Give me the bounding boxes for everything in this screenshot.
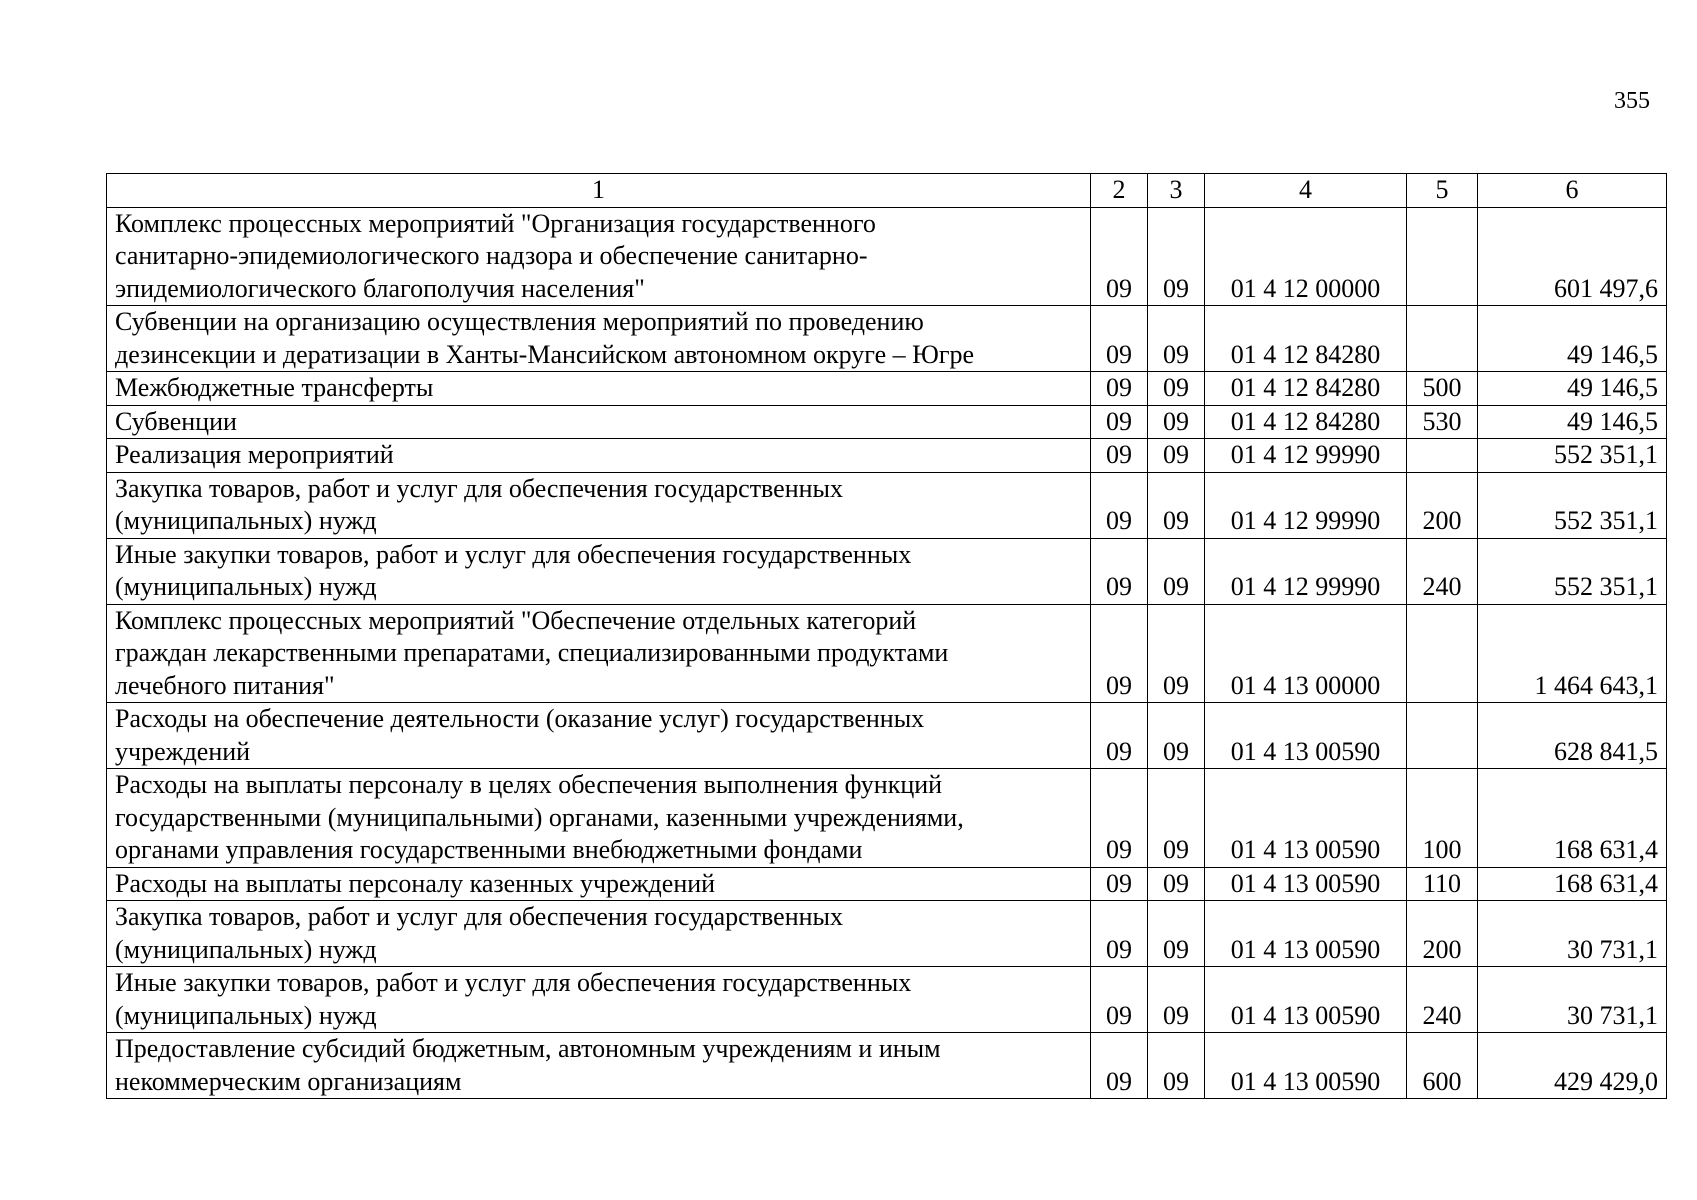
section-code-cell: 09 — [1091, 207, 1148, 306]
item-name-line: Реализация мероприятий — [115, 440, 394, 469]
header-cell: 4 — [1205, 174, 1407, 208]
expense-type-cell — [1407, 604, 1478, 703]
section-code-cell: 09 — [1091, 769, 1148, 868]
table-row — [107, 538, 1667, 604]
amount-cell: 168 631,4 — [1478, 867, 1667, 901]
item-name-line: органами управления государственными внебюджетными фондами — [115, 835, 863, 864]
section-code-cell: 09 — [1091, 967, 1148, 1033]
expense-type-cell: 500 — [1407, 372, 1478, 406]
item-name-cell — [107, 967, 1091, 1033]
budget-table-body — [107, 174, 1667, 1099]
subsection-code-cell: 09 — [1148, 538, 1205, 604]
item-name-cell — [107, 769, 1091, 868]
target-article-cell: 01 4 12 99990 — [1205, 472, 1407, 538]
item-name-line: лечебного питания" — [115, 670, 335, 700]
item-name-line: Иные закупки товаров, работ и услуг для обеспечения государственных — [115, 539, 912, 569]
item-name-line: Межбюджетные трансферты — [115, 373, 434, 402]
page-number: 355 — [1614, 88, 1650, 114]
section-code-cell: 09 — [1091, 538, 1148, 604]
amount-cell: 552 351,1 — [1478, 439, 1667, 473]
table-row — [107, 306, 1667, 372]
table-header-row — [107, 174, 1667, 208]
amount-cell: 49 146,5 — [1478, 405, 1667, 439]
target-article-cell: 01 4 12 00000 — [1205, 207, 1407, 306]
target-article-cell: 01 4 12 84280 — [1205, 405, 1407, 439]
item-name-line: Закупка товаров, работ и услуг для обеспечения государственных — [115, 473, 844, 503]
header-cell: 6 — [1478, 174, 1667, 208]
section-code-cell: 09 — [1091, 867, 1148, 901]
expense-type-cell: 100 — [1407, 769, 1478, 868]
subsection-code-cell: 09 — [1148, 769, 1205, 868]
budget-table — [106, 173, 1667, 1099]
item-name-line: (муниципальных) нужд — [115, 506, 377, 535]
expense-type-cell: 530 — [1407, 405, 1478, 439]
header-cell: 1 — [107, 174, 1091, 208]
table-row — [107, 405, 1667, 439]
expense-type-cell — [1407, 306, 1478, 372]
subsection-code-cell: 09 — [1148, 372, 1205, 406]
item-name-line: Предоставление субсидий бюджетным, автономным учреждениям и иным — [115, 1034, 941, 1063]
item-name-line: граждан лекарственными препаратами, специализированными продуктами — [115, 638, 949, 667]
target-article-cell: 01 4 12 84280 — [1205, 306, 1407, 372]
item-name-line: Закупка товаров, работ и услуг для обеспечения государственных — [115, 902, 844, 931]
expense-type-cell: 240 — [1407, 967, 1478, 1033]
item-name-line: (муниципальных) нужд — [115, 572, 377, 601]
item-name-line: санитарно-эпидемиологического надзора и обеспечение санитарно- — [115, 241, 868, 270]
amount-cell: 30 731,1 — [1478, 967, 1667, 1033]
item-name-line: Расходы на выплаты персоналу в целях обеспечения выполнения функций — [115, 770, 943, 799]
amount-cell: 49 146,5 — [1478, 306, 1667, 372]
table-row — [107, 439, 1667, 473]
target-article-cell: 01 4 13 00590 — [1205, 867, 1407, 901]
subsection-code-cell: 09 — [1148, 901, 1205, 967]
item-name-line: Иные закупки товаров, работ и услуг для обеспечения государственных — [115, 968, 912, 997]
amount-cell: 552 351,1 — [1478, 538, 1667, 604]
subsection-code-cell: 09 — [1148, 207, 1205, 306]
amount-cell: 628 841,5 — [1478, 703, 1667, 769]
expense-type-cell: 240 — [1407, 538, 1478, 604]
expense-type-cell — [1407, 439, 1478, 473]
table-row — [107, 604, 1667, 703]
header-cell: 5 — [1407, 174, 1478, 208]
table-row — [107, 372, 1667, 406]
item-name-line: (муниципальных) нужд — [115, 934, 377, 964]
target-article-cell: 01 4 13 00590 — [1205, 1033, 1407, 1099]
item-name-line: некоммерческим организациям — [115, 1066, 462, 1096]
expense-type-cell — [1407, 703, 1478, 769]
target-article-cell: 01 4 13 00590 — [1205, 769, 1407, 868]
target-article-cell: 01 4 12 99990 — [1205, 538, 1407, 604]
item-name-line: Субвенции — [115, 406, 237, 436]
table-row — [107, 867, 1667, 901]
target-article-cell: 01 4 13 00000 — [1205, 604, 1407, 703]
item-name-line: Комплекс процессных мероприятий "Организация государственного — [115, 208, 876, 238]
item-name-cell — [107, 372, 1091, 406]
table-row — [107, 901, 1667, 967]
item-name-line: Расходы на обеспечение деятельности (оказание услуг) государственных — [115, 704, 925, 733]
item-name-cell — [107, 901, 1091, 967]
section-code-cell: 09 — [1091, 901, 1148, 967]
item-name-cell — [107, 538, 1091, 604]
section-code-cell: 09 — [1091, 439, 1148, 473]
target-article-cell: 01 4 13 00590 — [1205, 901, 1407, 967]
amount-cell: 30 731,1 — [1478, 901, 1667, 967]
item-name-line: (муниципальных) нужд — [115, 1000, 377, 1030]
table-row — [107, 1033, 1667, 1099]
target-article-cell: 01 4 12 84280 — [1205, 372, 1407, 406]
subsection-code-cell: 09 — [1148, 1033, 1205, 1099]
amount-cell: 168 631,4 — [1478, 769, 1667, 868]
section-code-cell: 09 — [1091, 306, 1148, 372]
item-name-cell — [107, 604, 1091, 703]
expense-type-cell — [1407, 207, 1478, 306]
section-code-cell: 09 — [1091, 405, 1148, 439]
item-name-cell — [107, 306, 1091, 372]
item-name-line: Расходы на выплаты персоналу казенных учреждений — [115, 868, 716, 898]
table-row — [107, 703, 1667, 769]
subsection-code-cell: 09 — [1148, 703, 1205, 769]
item-name-cell — [107, 207, 1091, 306]
expense-type-cell: 110 — [1407, 867, 1478, 901]
subsection-code-cell: 09 — [1148, 472, 1205, 538]
amount-cell: 601 497,6 — [1478, 207, 1667, 306]
item-name-line: Субвенции на организацию осуществления мероприятий по проведению — [115, 307, 924, 336]
item-name-cell — [107, 405, 1091, 439]
amount-cell: 552 351,1 — [1478, 472, 1667, 538]
header-cell: 3 — [1148, 174, 1205, 208]
target-article-cell: 01 4 13 00590 — [1205, 703, 1407, 769]
table-row — [107, 472, 1667, 538]
subsection-code-cell: 09 — [1148, 604, 1205, 703]
item-name-line: Комплекс процессных мероприятий "Обеспечение отдельных категорий — [115, 605, 917, 635]
amount-cell: 49 146,5 — [1478, 372, 1667, 406]
table-row — [107, 769, 1667, 868]
amount-cell: 429 429,0 — [1478, 1033, 1667, 1099]
item-name-line: учреждений — [115, 736, 251, 766]
expense-type-cell: 200 — [1407, 901, 1478, 967]
section-code-cell: 09 — [1091, 703, 1148, 769]
item-name-cell — [107, 703, 1091, 769]
table-row — [107, 207, 1667, 306]
target-article-cell: 01 4 13 00590 — [1205, 967, 1407, 1033]
section-code-cell: 09 — [1091, 604, 1148, 703]
subsection-code-cell: 09 — [1148, 405, 1205, 439]
item-name-line: дезинсекции и дератизации в Ханты-Мансийском автономном округе – Югре — [115, 339, 975, 369]
section-code-cell: 09 — [1091, 1033, 1148, 1099]
item-name-cell — [107, 1033, 1091, 1099]
item-name-cell — [107, 867, 1091, 901]
header-cell: 2 — [1091, 174, 1148, 208]
subsection-code-cell: 09 — [1148, 967, 1205, 1033]
section-code-cell: 09 — [1091, 372, 1148, 406]
table-row — [107, 967, 1667, 1033]
item-name-cell — [107, 439, 1091, 473]
item-name-line: эпидемиологического благополучия населения" — [115, 273, 645, 303]
expense-type-cell: 200 — [1407, 472, 1478, 538]
amount-cell: 1 464 643,1 — [1478, 604, 1667, 703]
item-name-cell — [107, 472, 1091, 538]
target-article-cell: 01 4 12 99990 — [1205, 439, 1407, 473]
subsection-code-cell: 09 — [1148, 439, 1205, 473]
item-name-line: государственными (муниципальными) органами, казенными учреждениями, — [115, 802, 964, 832]
subsection-code-cell: 09 — [1148, 867, 1205, 901]
expense-type-cell: 600 — [1407, 1033, 1478, 1099]
subsection-code-cell: 09 — [1148, 306, 1205, 372]
section-code-cell: 09 — [1091, 472, 1148, 538]
